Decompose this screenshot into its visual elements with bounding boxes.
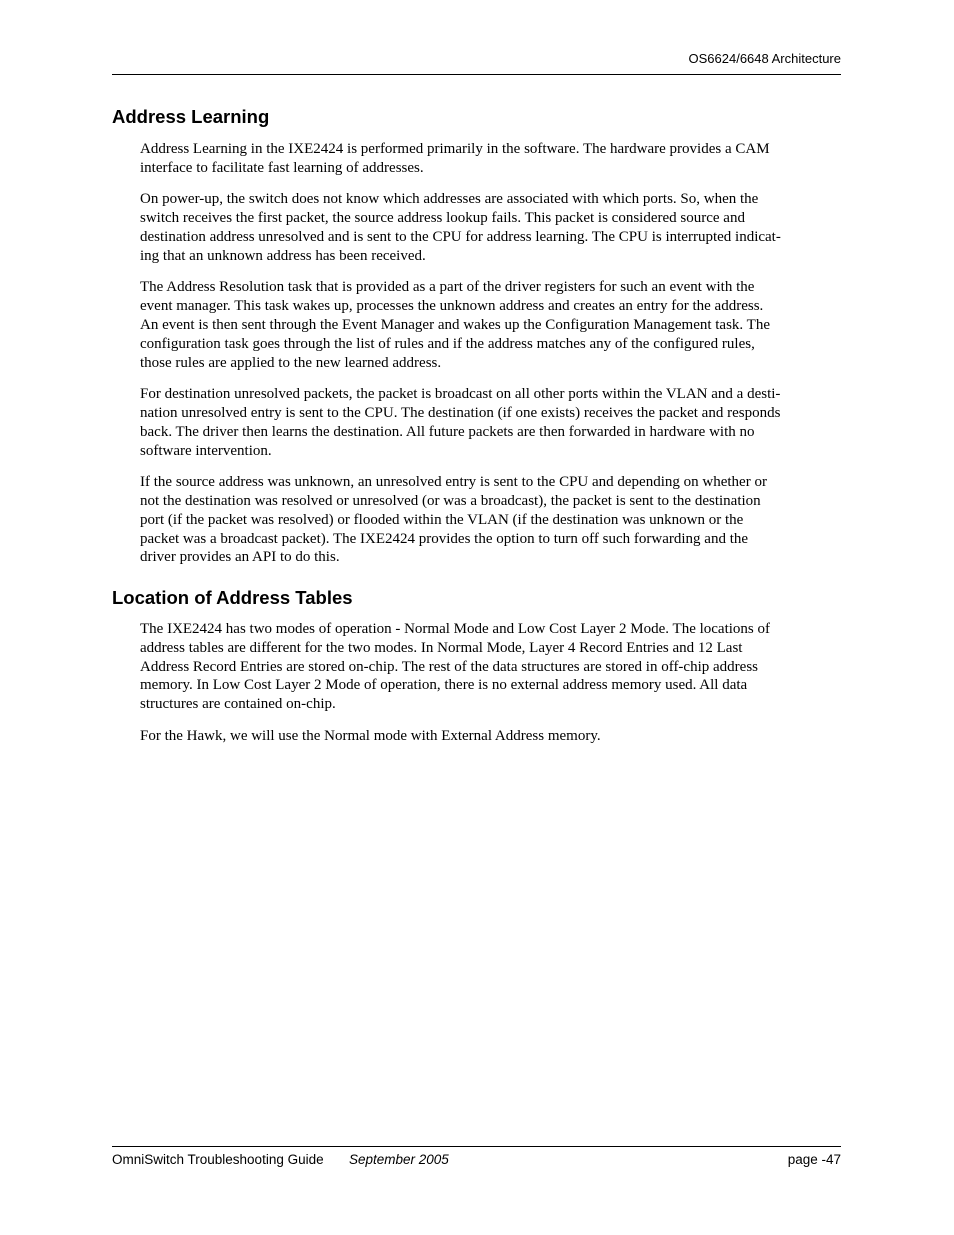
paragraph bbox=[140, 278, 841, 372]
paragraph-line: those rules are applied to the new learned address. bbox=[140, 354, 442, 371]
running-header: OS6624/6648 Architecture bbox=[688, 51, 841, 66]
paragraph bbox=[140, 190, 841, 265]
paragraph-line: For the Hawk, we will use the Normal mode with External Address memory. bbox=[140, 727, 601, 744]
paragraph-line: Address Learning in the IXE2424 is performed primarily in the software. The hardware provides a CAM bbox=[140, 141, 770, 157]
paragraph-line: software intervention. bbox=[140, 442, 272, 459]
paragraph-line: structures are contained on-chip. bbox=[140, 696, 336, 713]
paragraph-line: The Address Resolution task that is provided as a part of the driver registers for such an event with the bbox=[140, 279, 755, 296]
paragraph-line: interface to facilitate fast learning of addresses. bbox=[140, 159, 424, 176]
paragraph-line: driver provides an API to do this. bbox=[140, 549, 340, 566]
paragraph bbox=[140, 385, 841, 460]
footer-rule bbox=[112, 1146, 841, 1147]
paragraph-line: event manager. This task wakes up, processes the unknown address and creates an entry for the address. bbox=[140, 298, 764, 315]
paragraph-line: ing that an unknown address has been received. bbox=[140, 247, 426, 264]
paragraph-line: nation unresolved entry is sent to the CPU. The destination (if one exists) receives the packet and responds bbox=[140, 404, 781, 421]
paragraph-line: configuration task goes through the list of rules and if the address matches any of the configured rules, bbox=[140, 335, 755, 352]
paragraph bbox=[140, 727, 841, 746]
paragraph-line: For destination unresolved packets, the packet is broadcast on all other ports within the VLAN and a desti- bbox=[140, 386, 781, 403]
paragraph-line: not the destination was resolved or unresolved (or was a broadcast), the packet is sent to the destination bbox=[140, 492, 761, 509]
paragraph-line: destination address unresolved and is sent to the CPU for address learning. The CPU is interrupted indicat- bbox=[140, 228, 781, 245]
paragraph-line: address tables are different for the two modes. In Normal Mode, Layer 4 Record Entries and 12 Last bbox=[140, 639, 743, 656]
paragraph-line: Address Record Entries are stored on-chip. The rest of the data structures are stored in off-chip address bbox=[140, 658, 758, 675]
paragraph bbox=[140, 473, 841, 567]
paragraph-line: packet was a broadcast packet). The IXE2424 provides the option to turn off such forwarding and the bbox=[140, 530, 749, 547]
section-body-location-of-address-tables bbox=[140, 620, 841, 746]
footer-date: September 2005 bbox=[349, 1152, 449, 1167]
paragraph bbox=[140, 140, 841, 178]
paragraph-line: If the source address was unknown, an unresolved entry is sent to the CPU and depending on whether or bbox=[140, 474, 767, 491]
paragraph-line: memory. In Low Cost Layer 2 Mode of operation, there is no external address memory used. All data bbox=[140, 677, 748, 694]
footer-page-number: page -47 bbox=[787, 1152, 841, 1167]
paragraph-line: back. The driver then learns the destination. All future packets are then forwarded in hardware with no bbox=[140, 423, 755, 440]
paragraph-line: switch receives the first packet, the source address lookup fails. This packet is considered source and bbox=[140, 210, 745, 227]
paragraph-line: The IXE2424 has two modes of operation - Normal Mode and Low Cost Layer 2 Mode. The locations of bbox=[140, 621, 770, 637]
paragraph-line: port (if the packet was resolved) or flooded within the VLAN (if the destination was unknown or the bbox=[140, 511, 744, 528]
paragraph-line: An event is then sent through the Event Manager and wakes up the Configuration Management task. The bbox=[140, 316, 770, 333]
paragraph-line: On power-up, the switch does not know which addresses are associated with which ports. So, when the bbox=[140, 191, 759, 208]
section-body-address-learning bbox=[140, 140, 841, 567]
section-heading-address-learning: Address Learning bbox=[112, 106, 270, 127]
section-heading-location-of-address-tables: Location of Address Tables bbox=[112, 587, 353, 608]
footer-guide-title: OmniSwitch Troubleshooting Guide bbox=[112, 1152, 324, 1167]
paragraph bbox=[140, 620, 841, 714]
header-rule bbox=[112, 74, 841, 75]
